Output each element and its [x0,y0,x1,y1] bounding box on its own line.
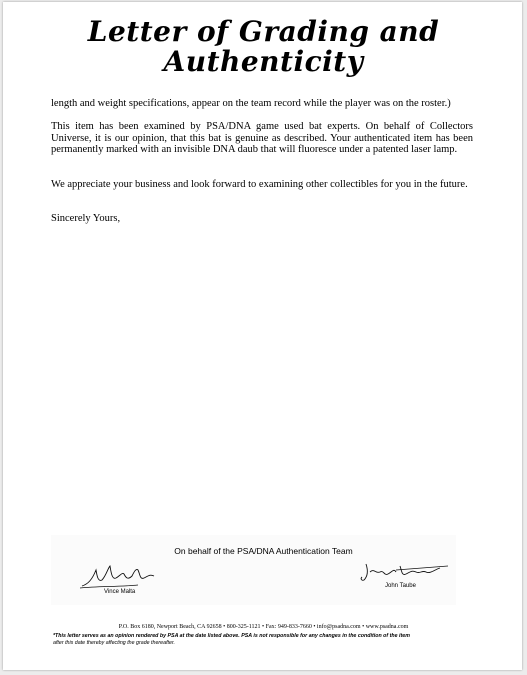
letter-title-line1: Letter of Grading and [87,15,440,48]
body-paragraph-3: We appreciate your business and look forward to examining other collectibles for you in the future. [51,179,468,190]
signer-name-right: John Taube [385,583,416,589]
closing-text: Sincerely Yours, [51,213,121,224]
disclaimer-line-1: *This letter serves as an opinion rendered by PSA at the date listed above. PSA is not responsible for any changes in the condition of the item [53,633,410,639]
footer-address: P.O. Box 6180, Newport Beach, CA 92658 • 800-325-1121 • Fax: 949-833-7660 • info@psadna.com • www.psadna.com [118,624,409,630]
vince-malta-signature [78,562,158,590]
footer-disclaimer [53,633,473,647]
signer-name-left: Vince Malta [104,589,136,595]
john-taube-signature [356,560,451,582]
disclaimer-line-2: after this date thereby affecting the grade thereafter. [53,640,176,646]
letter-title-line2: Authenticity [163,45,364,78]
body-paragraph-1: length and weight specifications, appear on the team record while the player was on the roster.) [51,98,451,109]
body-paragraph-2: This item has been examined by PSA/DNA game used bat experts. On behalf of Collectors Universe, it is our opinion, that this bat is genuine as described. Your authenticated item has been permanently marked with an invisible DNA daub that will fluoresce under a patented laser lamp. [51,121,473,155]
on-behalf-text: On behalf of the PSA/DNA Authentication Team [174,546,353,556]
